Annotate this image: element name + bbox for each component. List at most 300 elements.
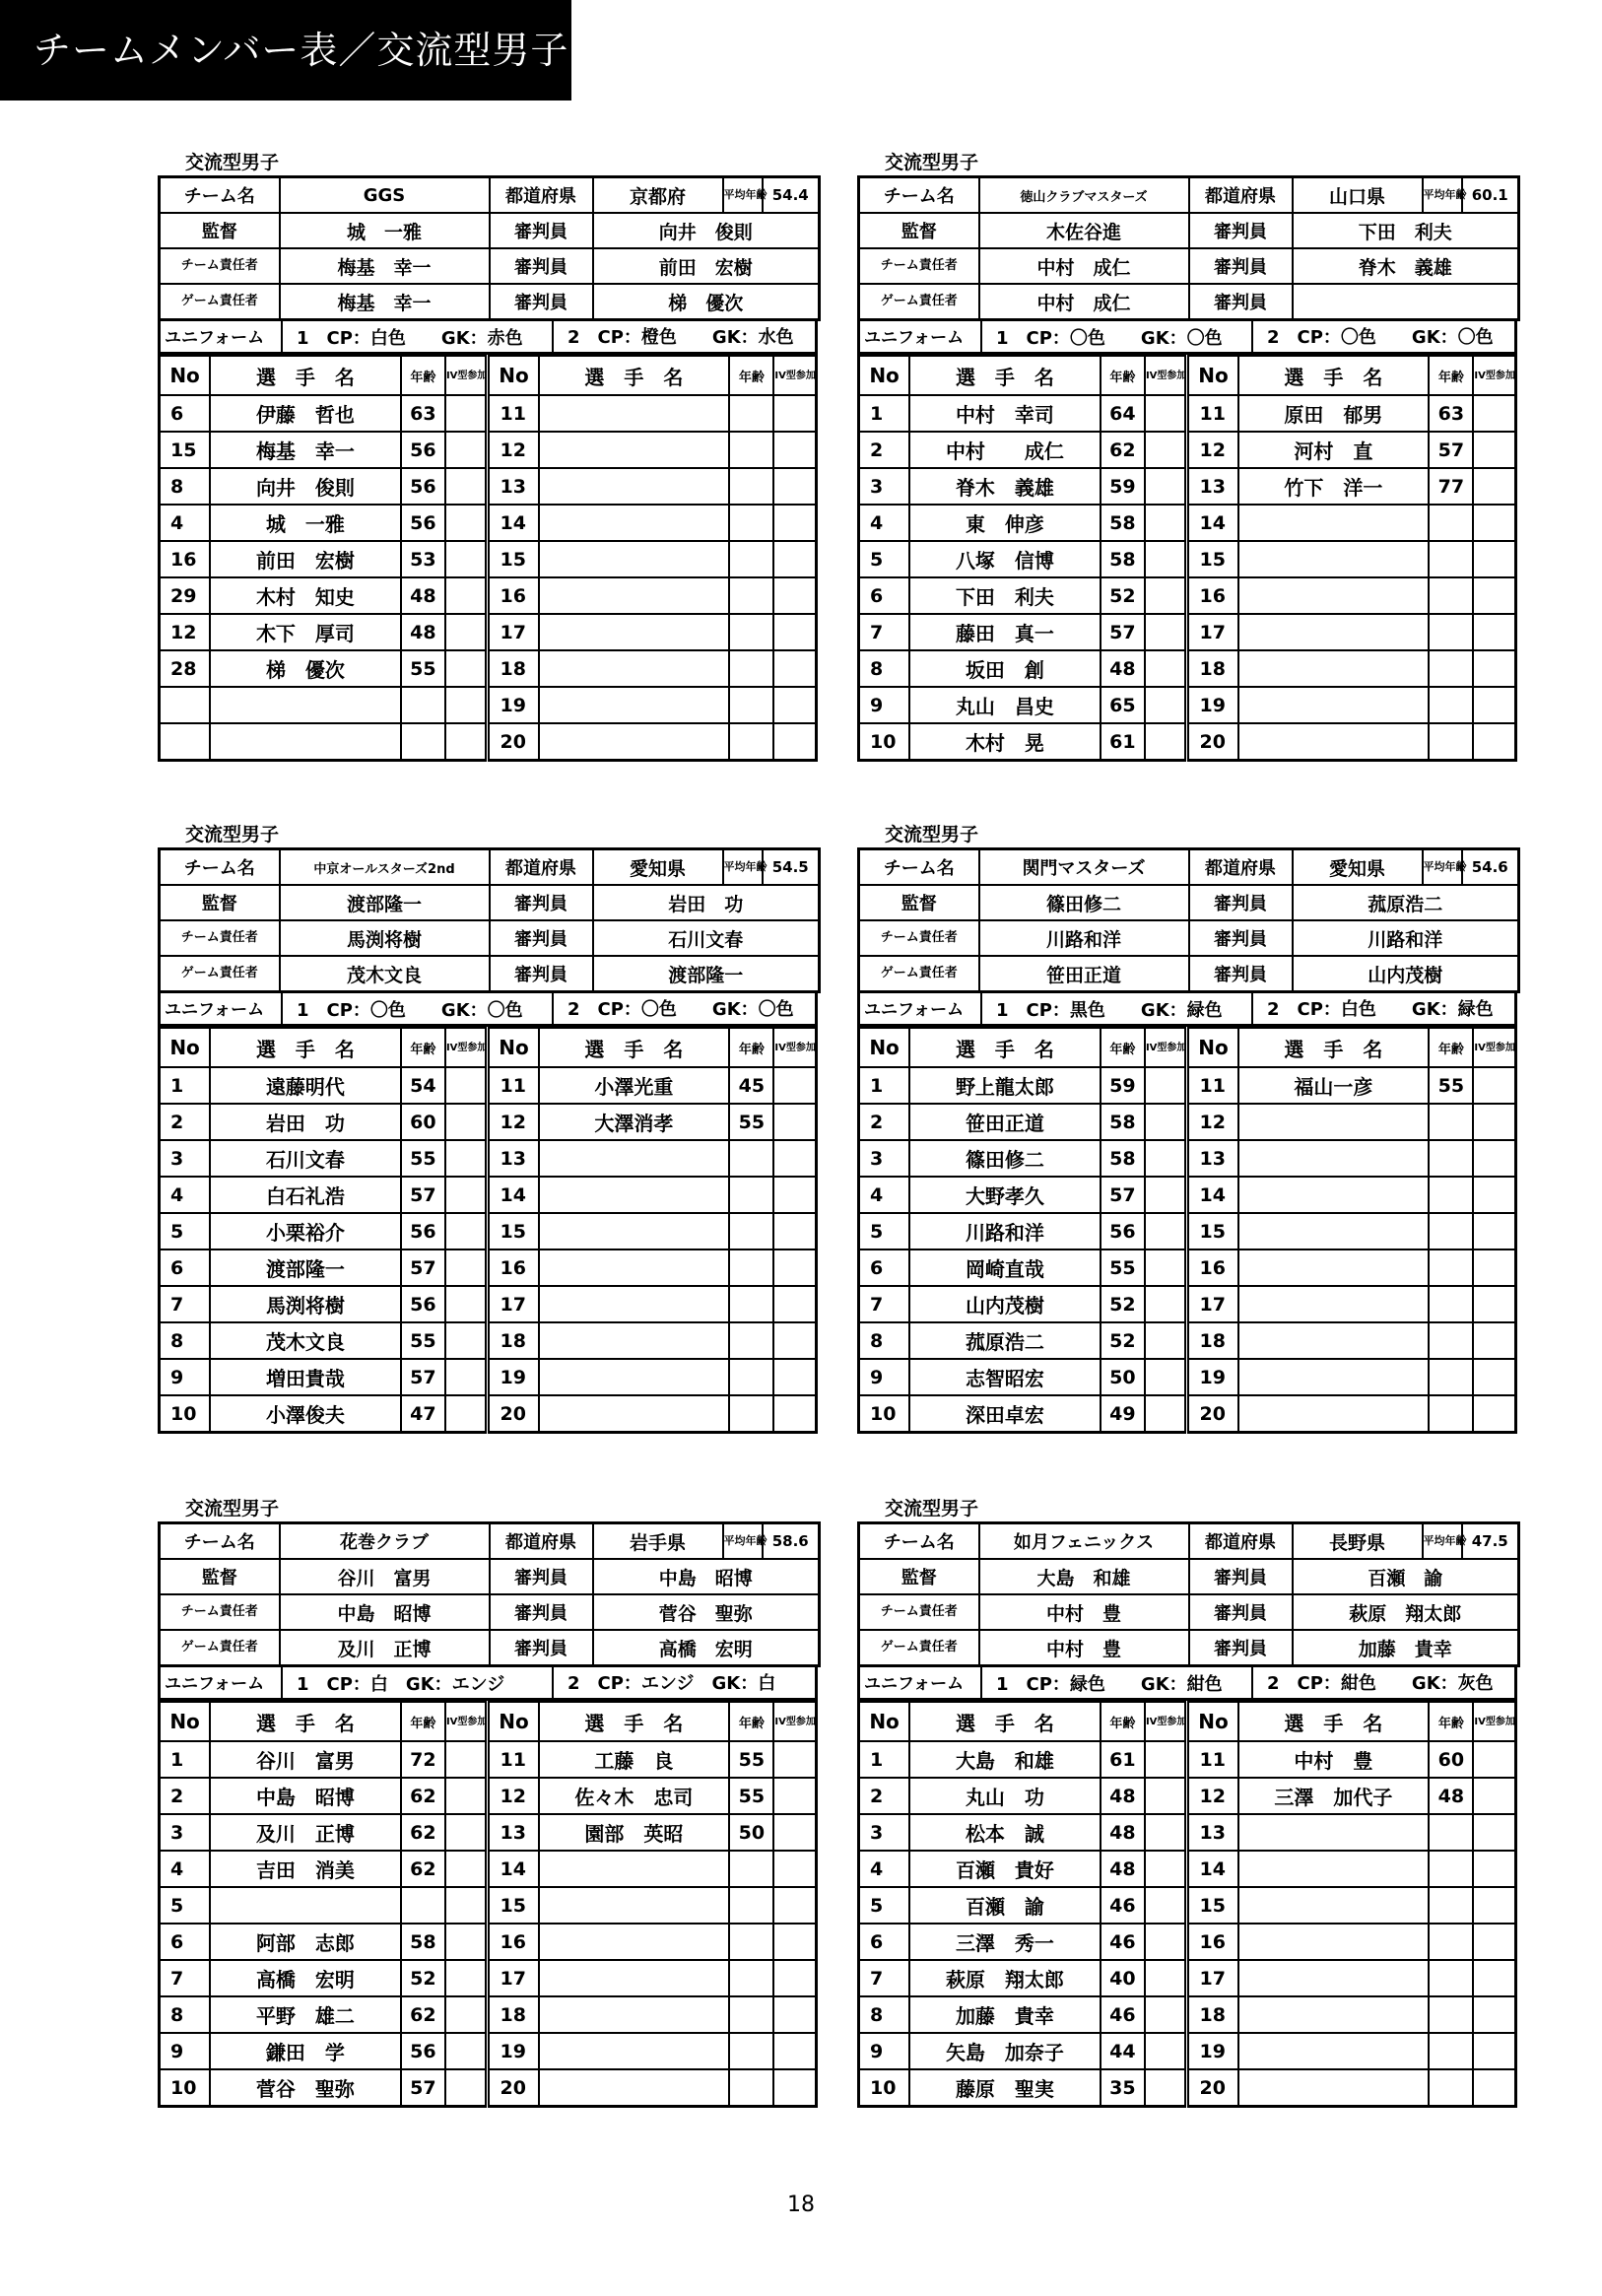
iv-participation	[1473, 1778, 1515, 1814]
age-header: 年齢	[1101, 356, 1145, 395]
player-number: 5	[160, 1887, 211, 1924]
player-age: 63	[1429, 395, 1473, 432]
player-name: 大野孝久	[909, 1177, 1101, 1213]
player-row	[859, 1778, 1516, 1814]
iv-participation	[445, 1104, 488, 1140]
player-name	[539, 1887, 730, 1924]
player-age: 48	[1101, 1814, 1145, 1851]
prefecture-value: 愛知県	[593, 849, 723, 886]
player-age	[729, 505, 773, 541]
player-row	[160, 2069, 817, 2107]
team-leader-label: チーム責任者	[859, 920, 979, 956]
player-age	[729, 1249, 773, 1286]
player-number: 7	[859, 1960, 910, 1996]
iv-participation	[445, 1778, 488, 1814]
player-name: 菰原浩二	[909, 1322, 1101, 1359]
player-name: 丸山 昌史	[909, 687, 1101, 723]
referee-label: 審判員	[1189, 1594, 1293, 1630]
player-number: 16	[488, 1924, 539, 1960]
player-number: 17	[488, 1960, 539, 1996]
name-header: 選 手 名	[909, 1028, 1101, 1067]
iv-participation	[1145, 505, 1187, 541]
uniform-row	[857, 321, 1517, 355]
player-age: 55	[1429, 1067, 1473, 1104]
player-name: 小栗裕介	[210, 1213, 401, 1249]
player-name: 脊木 義雄	[909, 468, 1101, 505]
player-number: 4	[859, 1851, 910, 1887]
manager-label: 監督	[859, 213, 979, 248]
player-number: 14	[488, 505, 539, 541]
uniform-second: 2 CP：紺色 GK：灰色	[1251, 1667, 1514, 1698]
uniform-first: 1 CP：白色 GK：赤色	[297, 327, 523, 349]
player-age	[1429, 1213, 1473, 1249]
iv-participation	[773, 1395, 816, 1433]
iv-participation	[1145, 1887, 1187, 1924]
name-header: 選 手 名	[210, 1028, 401, 1067]
player-number: 7	[160, 1960, 211, 1996]
player-row	[859, 2033, 1516, 2069]
player-name: 木下 厚司	[210, 614, 401, 650]
player-age: 50	[1101, 1359, 1145, 1395]
referee-label: 審判員	[490, 284, 593, 320]
no-header: No	[488, 356, 539, 395]
player-age	[1429, 1249, 1473, 1286]
player-number: 8	[160, 468, 211, 505]
page-number: 18	[787, 2193, 815, 2217]
manager-name: 城 一雅	[280, 213, 490, 248]
iv-participation	[1473, 1177, 1515, 1213]
player-name: 渡部隆一	[210, 1249, 401, 1286]
iv-participation	[1145, 1140, 1187, 1177]
player-number: 19	[488, 2033, 539, 2069]
player-name: 小澤俊夫	[210, 1395, 401, 1433]
player-age: 59	[1101, 468, 1145, 505]
player-age	[1429, 1395, 1473, 1433]
iv-participation	[445, 1960, 488, 1996]
player-name	[1238, 2033, 1430, 2069]
game-leader-label: ゲーム責任者	[160, 1630, 280, 1666]
iv-participation	[445, 1996, 488, 2033]
name-header: 選 手 名	[909, 356, 1101, 395]
player-number: 7	[859, 614, 910, 650]
player-number: 17	[1187, 1286, 1238, 1322]
player-number: 12	[488, 1104, 539, 1140]
player-number: 3	[160, 1814, 211, 1851]
player-age	[729, 1996, 773, 2033]
team-leader-name: 馬渕将樹	[280, 920, 490, 956]
age-header: 年齢	[401, 1702, 445, 1741]
player-name	[1238, 1996, 1430, 2033]
player-age	[729, 614, 773, 650]
player-row	[859, 1249, 1516, 1286]
player-age	[729, 650, 773, 687]
manager-label: 監督	[160, 213, 280, 248]
player-number: 9	[859, 687, 910, 723]
player-row	[160, 395, 817, 432]
player-age: 58	[1101, 505, 1145, 541]
player-number: 28	[160, 650, 211, 687]
player-age: 52	[1101, 1322, 1145, 1359]
referee-name: 岩田 功	[593, 885, 820, 920]
iv-participation	[445, 1359, 488, 1395]
manager-name: 大島 和雄	[979, 1559, 1189, 1594]
player-name: 工藤 良	[539, 1741, 730, 1778]
player-number: 5	[859, 1213, 910, 1249]
uniform-label: ユニフォーム	[161, 993, 283, 1024]
player-age	[729, 1887, 773, 1924]
player-name	[539, 1996, 730, 2033]
referee-label: 審判員	[490, 885, 593, 920]
player-age: 77	[1429, 468, 1473, 505]
player-number: 16	[488, 1249, 539, 1286]
iv-participation	[1145, 723, 1187, 761]
team-roster	[857, 822, 1517, 1434]
category-label: 交流型男子	[885, 152, 979, 173]
player-number: 4	[859, 505, 910, 541]
iv-header: IV型参加	[1145, 1702, 1187, 1741]
player-name: 中島 昭博	[210, 1778, 401, 1814]
referee-name: 梯 優次	[593, 284, 820, 320]
team-info-table	[857, 847, 1520, 993]
iv-participation	[1473, 2033, 1515, 2069]
player-row	[859, 1359, 1516, 1395]
player-number: 15	[488, 1887, 539, 1924]
player-number: 1	[859, 1741, 910, 1778]
player-number: 15	[488, 1213, 539, 1249]
player-row	[160, 1104, 817, 1140]
iv-participation	[773, 1140, 816, 1177]
uniform-row	[158, 1667, 818, 1701]
iv-participation	[773, 1286, 816, 1322]
player-row	[859, 1286, 1516, 1322]
team-name-label: チーム名	[160, 849, 280, 886]
player-number: 20	[1187, 723, 1238, 761]
player-age: 56	[401, 1213, 445, 1249]
iv-participation	[445, 432, 488, 468]
iv-header: IV型参加	[1473, 1028, 1515, 1067]
avg-age-label: 平均年齢	[723, 849, 763, 886]
avg-age-label: 平均年齢	[723, 177, 763, 214]
player-number: 14	[1187, 1177, 1238, 1213]
referee-name: 向井 俊則	[593, 213, 820, 248]
team-info-table	[158, 1521, 821, 1667]
player-age: 57	[1101, 614, 1145, 650]
team-leader-label: チーム責任者	[160, 920, 280, 956]
referee-name: 下田 利夫	[1293, 213, 1519, 248]
player-number: 2	[160, 1778, 211, 1814]
player-number: 4	[160, 1177, 211, 1213]
player-table	[158, 1027, 818, 1434]
iv-participation	[1145, 1286, 1187, 1322]
iv-participation	[773, 1887, 816, 1924]
iv-participation	[445, 650, 488, 687]
player-table	[158, 1701, 818, 2108]
player-row	[859, 468, 1516, 505]
player-name: 木村 晃	[909, 723, 1101, 761]
iv-participation	[1145, 1960, 1187, 1996]
player-name: 東 伸彦	[909, 505, 1101, 541]
player-name	[539, 1140, 730, 1177]
category-label: 交流型男子	[185, 152, 280, 173]
player-age	[1429, 577, 1473, 614]
player-number: 8	[160, 1996, 211, 2033]
player-name: 岡崎直哉	[909, 1249, 1101, 1286]
age-header: 年齢	[729, 1028, 773, 1067]
category-label: 交流型男子	[185, 1498, 280, 1519]
referee-name: 加藤 貴幸	[1293, 1630, 1519, 1666]
player-name	[539, 1960, 730, 1996]
player-age	[729, 723, 773, 761]
player-number: 19	[1187, 687, 1238, 723]
uniform-first: 1 CP：緑色 GK：紺色	[996, 1673, 1223, 1695]
player-name: 三澤 秀一	[909, 1924, 1101, 1960]
player-age: 54	[401, 1067, 445, 1104]
player-number: 6	[859, 577, 910, 614]
iv-participation	[1145, 1924, 1187, 1960]
player-name: 小澤光重	[539, 1067, 730, 1104]
player-age: 56	[1101, 1213, 1145, 1249]
game-leader-name: 茂木文良	[280, 956, 490, 992]
manager-name: 谷川 富男	[280, 1559, 490, 1594]
player-number: 9	[859, 1359, 910, 1395]
team-leader-name: 中村 豊	[979, 1594, 1189, 1630]
player-number: 11	[488, 1067, 539, 1104]
player-age: 55	[729, 1741, 773, 1778]
avg-age-value: 54.5	[763, 849, 820, 886]
referee-name: 菅谷 聖弥	[593, 1594, 820, 1630]
player-name	[539, 1924, 730, 1960]
player-age	[401, 687, 445, 723]
player-number: 7	[859, 1286, 910, 1322]
age-header: 年齢	[1101, 1028, 1145, 1067]
iv-participation	[445, 1213, 488, 1249]
player-name: 中村 豊	[1238, 1741, 1430, 1778]
avg-age-label: 平均年齢	[1423, 177, 1462, 214]
player-name: 中村 成仁	[909, 432, 1101, 468]
player-header-row	[160, 1028, 817, 1067]
player-name	[1238, 1960, 1430, 1996]
manager-name: 木佐谷進	[979, 213, 1189, 248]
prefecture-label: 都道府県	[1189, 849, 1293, 886]
player-age: 58	[1101, 1104, 1145, 1140]
name-header: 選 手 名	[210, 1702, 401, 1741]
player-age	[729, 1286, 773, 1322]
manager-label: 監督	[859, 885, 979, 920]
iv-participation	[1145, 614, 1187, 650]
player-age	[1429, 614, 1473, 650]
player-row	[160, 432, 817, 468]
player-number: 3	[859, 468, 910, 505]
player-row	[160, 687, 817, 723]
player-age	[729, 1851, 773, 1887]
iv-participation	[1473, 1924, 1515, 1960]
player-name	[539, 614, 730, 650]
player-number: 12	[488, 432, 539, 468]
team-name: 関門マスターズ	[979, 849, 1189, 886]
player-number: 3	[859, 1140, 910, 1177]
player-age	[729, 1359, 773, 1395]
player-name	[1238, 614, 1430, 650]
player-row	[859, 1924, 1516, 1960]
player-age: 40	[1101, 1960, 1145, 1996]
player-row	[160, 1778, 817, 1814]
team-roster	[158, 822, 818, 1434]
iv-participation	[1145, 1322, 1187, 1359]
player-name: 石川文春	[210, 1140, 401, 1177]
iv-participation	[445, 541, 488, 577]
no-header: No	[160, 1702, 211, 1741]
player-row	[859, 723, 1516, 761]
iv-participation	[445, 1067, 488, 1104]
player-age: 48	[401, 614, 445, 650]
player-age: 57	[401, 1249, 445, 1286]
player-age: 62	[401, 1851, 445, 1887]
referee-name	[1293, 284, 1519, 320]
player-number: 17	[1187, 614, 1238, 650]
player-name	[539, 1286, 730, 1322]
player-number: 18	[1187, 1996, 1238, 2033]
player-table	[857, 1027, 1517, 1434]
player-age: 52	[401, 1960, 445, 1996]
player-age: 46	[1101, 1887, 1145, 1924]
iv-participation	[1145, 1067, 1187, 1104]
player-age: 48	[1101, 650, 1145, 687]
player-number: 20	[1187, 2069, 1238, 2107]
iv-participation	[1145, 1249, 1187, 1286]
player-number: 19	[1187, 1359, 1238, 1395]
iv-participation	[445, 1177, 488, 1213]
player-age	[1429, 1359, 1473, 1395]
iv-participation	[1473, 432, 1515, 468]
player-number: 20	[488, 723, 539, 761]
player-age	[401, 723, 445, 761]
manager-name: 篠田修二	[979, 885, 1189, 920]
player-age	[729, 1213, 773, 1249]
team-leader-label: チーム責任者	[160, 1594, 280, 1630]
iv-participation	[445, 723, 488, 761]
player-number: 11	[488, 395, 539, 432]
player-row	[859, 1996, 1516, 2033]
name-header: 選 手 名	[539, 1028, 730, 1067]
player-number: 13	[488, 1140, 539, 1177]
iv-participation	[445, 468, 488, 505]
player-number: 17	[488, 614, 539, 650]
player-row	[859, 614, 1516, 650]
player-number: 1	[859, 395, 910, 432]
iv-participation	[1145, 432, 1187, 468]
player-name	[1238, 1249, 1430, 1286]
player-number: 18	[1187, 1322, 1238, 1359]
iv-participation	[1145, 1213, 1187, 1249]
player-age: 56	[401, 2033, 445, 2069]
no-header: No	[859, 356, 910, 395]
iv-participation	[1145, 2069, 1187, 2107]
player-name: 岩田 功	[210, 1104, 401, 1140]
uniform-second: 2 CP：橙色 GK：水色	[552, 321, 815, 352]
player-row	[859, 577, 1516, 614]
uniform-label: ユニフォーム	[860, 321, 982, 352]
player-row	[859, 541, 1516, 577]
iv-participation	[1473, 650, 1515, 687]
uniform-label: ユニフォーム	[860, 993, 982, 1024]
team-leader-name: 中村 成仁	[979, 248, 1189, 284]
uniform-first: 1 CP：〇色 GK：〇色	[996, 327, 1223, 349]
player-number: 14	[488, 1851, 539, 1887]
referee-name: 山内茂樹	[1293, 956, 1519, 992]
player-age	[1429, 1140, 1473, 1177]
player-name: 菅谷 聖弥	[210, 2069, 401, 2107]
age-header: 年齢	[1429, 1702, 1473, 1741]
iv-participation	[445, 1286, 488, 1322]
player-name: 向井 俊則	[210, 468, 401, 505]
player-age: 58	[401, 1924, 445, 1960]
game-leader-label: ゲーム責任者	[859, 284, 979, 320]
iv-participation	[1145, 541, 1187, 577]
iv-participation	[1473, 395, 1515, 432]
iv-participation	[1473, 1814, 1515, 1851]
name-header: 選 手 名	[909, 1702, 1101, 1741]
prefecture-value: 長野県	[1293, 1523, 1423, 1560]
iv-participation	[773, 1322, 816, 1359]
player-number: 11	[1187, 1741, 1238, 1778]
referee-label: 審判員	[490, 1594, 593, 1630]
player-number: 4	[859, 1177, 910, 1213]
no-header: No	[160, 356, 211, 395]
iv-participation	[773, 1851, 816, 1887]
player-age: 60	[401, 1104, 445, 1140]
player-age: 62	[401, 1814, 445, 1851]
iv-participation	[445, 1741, 488, 1778]
prefecture-value: 愛知県	[1293, 849, 1423, 886]
player-number: 12	[1187, 1104, 1238, 1140]
referee-name: 萩原 翔太郎	[1293, 1594, 1519, 1630]
team-name: 如月フェニックス	[979, 1523, 1189, 1560]
iv-participation	[1473, 687, 1515, 723]
player-number: 12	[160, 614, 211, 650]
player-row	[859, 1395, 1516, 1433]
player-age: 44	[1101, 2033, 1145, 2069]
team-name-label: チーム名	[160, 177, 280, 214]
player-name	[1238, 1887, 1430, 1924]
player-age: 57	[401, 2069, 445, 2107]
player-number: 20	[488, 1395, 539, 1433]
player-name: 志智昭宏	[909, 1359, 1101, 1395]
player-number: 3	[859, 1814, 910, 1851]
player-name	[539, 468, 730, 505]
player-header-row	[859, 356, 1516, 395]
player-age	[1429, 1322, 1473, 1359]
referee-label: 審判員	[490, 956, 593, 992]
player-number: 18	[1187, 650, 1238, 687]
iv-participation	[1473, 577, 1515, 614]
player-row	[859, 1814, 1516, 1851]
player-name	[1238, 1104, 1430, 1140]
iv-participation	[1145, 395, 1187, 432]
player-age	[729, 1177, 773, 1213]
referee-label: 審判員	[1189, 248, 1293, 284]
player-name	[1238, 1286, 1430, 1322]
uniform-first: 1 CP：白 GK：エンジ	[297, 1673, 505, 1695]
iv-participation	[773, 1359, 816, 1395]
iv-participation	[1473, 1996, 1515, 2033]
uniform-row	[857, 1667, 1517, 1701]
referee-name: 菰原浩二	[1293, 885, 1519, 920]
player-number: 10	[859, 723, 910, 761]
player-row	[859, 1887, 1516, 1924]
iv-participation	[1145, 577, 1187, 614]
team-leader-label: チーム責任者	[160, 248, 280, 284]
team-name: GGS	[280, 177, 490, 214]
